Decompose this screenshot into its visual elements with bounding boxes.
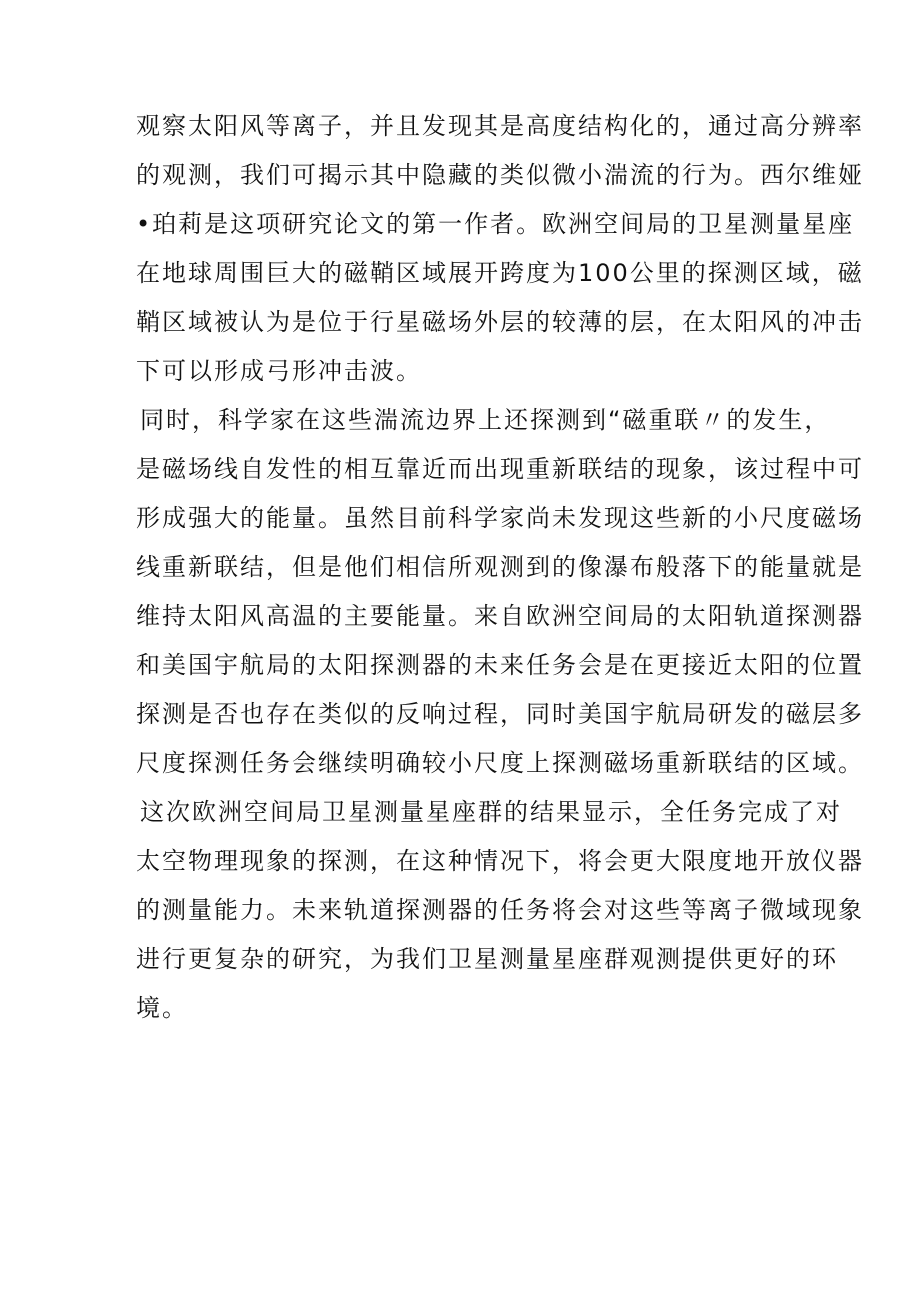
text-line: •珀莉是这项研究论文的第一作者。欧洲空间局的卫星测量星座: [136, 210, 855, 238]
text-line: 太空物理现象的探测，在这种情况下，将会更大限度地开放仪器: [136, 847, 864, 875]
text-line: 尺度探测任务会继续明确较小尺度上探测磁场重新联结的区域。: [136, 749, 864, 777]
text-line: 是磁场线自发性的相互靠近而出现重新联结的现象，该过程中可: [136, 455, 864, 483]
text-line: 的观测，我们可揭示其中隐藏的类似微小湍流的行为。西尔维娅: [136, 161, 864, 189]
text-line: 观察太阳风等离子，并且发现其是高度结构化的，通过高分辨率: [136, 112, 864, 140]
text-line: 这次欧洲空间局卫星测量星座群的结果显示，全任务完成了对: [140, 798, 842, 826]
text-line: 境。: [136, 994, 188, 1022]
text-line: 线重新联结，但是他们相信所观测到的像瀑布般落下的能量就是: [136, 553, 864, 581]
text-line: 的测量能力。未来轨道探测器的任务将会对这些等离子微域现象: [136, 896, 864, 924]
text-line: 鞘区域被认为是位于行星磁场外层的较薄的层，在太阳风的冲击: [136, 308, 864, 336]
text-line: 和美国宇航局的太阳探测器的未来任务会是在更接近太阳的位置: [136, 651, 864, 679]
text-line: 维持太阳风高温的主要能量。来自欧洲空间局的太阳轨道探测器: [136, 602, 864, 630]
text-line: 在地球周围巨大的磁鞘区域展开跨度为100公里的探测区域，磁: [136, 259, 864, 287]
text-line: 进行更复杂的研究，为我们卫星测量星座群观测提供更好的环: [136, 945, 838, 973]
text-line: 下可以形成弓形冲击波。: [136, 357, 422, 385]
text-line: 探测是否也存在类似的反响过程，同时美国宇航局研发的磁层多: [136, 700, 864, 728]
text-line: 同时，科学家在这些湍流边界上还探测到“磁重联〃的发生，: [140, 406, 831, 434]
text-line: 形成强大的能量。虽然目前科学家尚未发现这些新的小尺度磁场: [136, 504, 864, 532]
